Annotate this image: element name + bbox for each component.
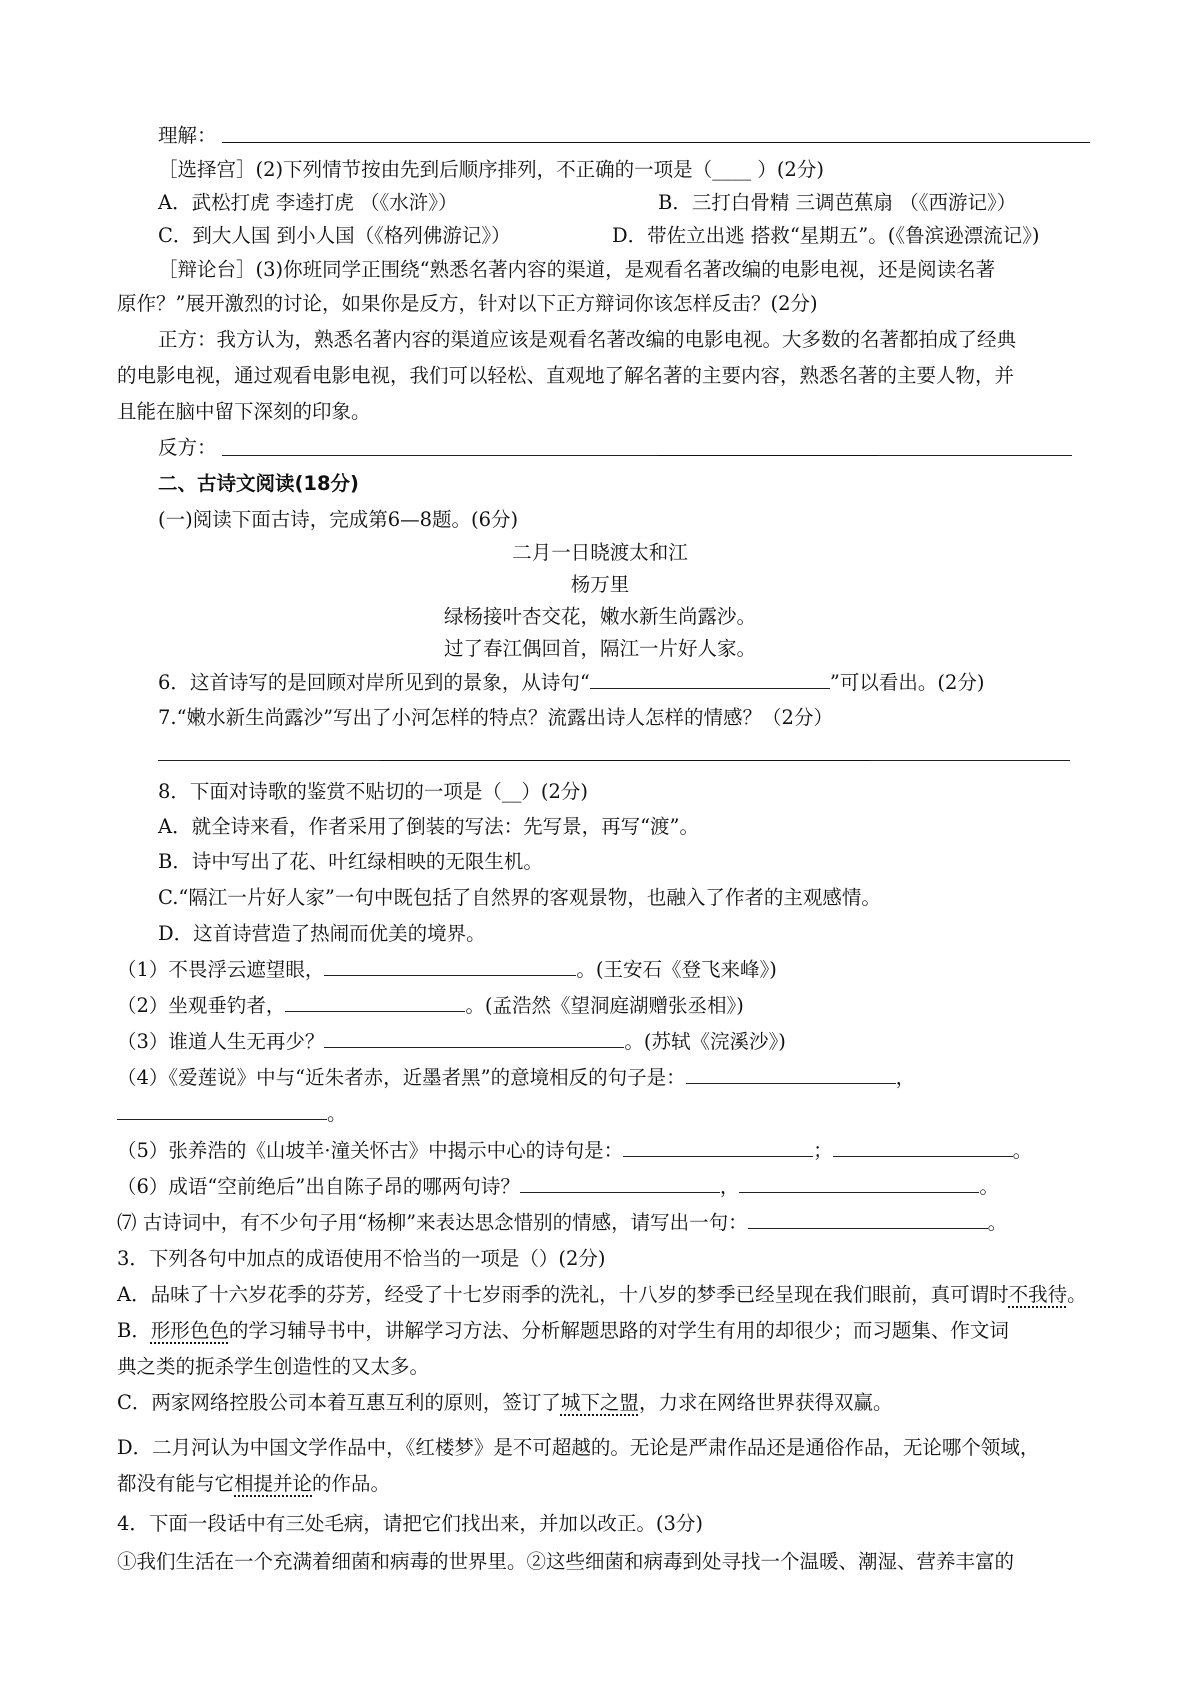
- option-b: B．形形色色的学习辅导书中，讲解学习方法、分析解题思路的对学生有用的却很少；而习题集、作文词: [117, 1319, 1009, 1342]
- fill-in-7: ⑺ 古诗词中，有不少句子用“杨柳”来表达思念惜别的情感，请写出一句： 。: [117, 1211, 1008, 1234]
- poem-line: 绿杨接叶杏交花，嫩水新生尚露沙。: [443, 605, 756, 628]
- dotted-idiom: 城下之盟: [560, 1391, 639, 1414]
- option-a: A．品味了十六岁花季的芬芳，经受了十七岁雨季的洗礼，十八岁的梦季已经呈现在我们眼前，真可谓时不我待。: [117, 1283, 1087, 1306]
- dotted-idiom: 形形色色: [150, 1319, 229, 1342]
- option-d-cont: 都没有能与它相提并论的作品。: [117, 1472, 391, 1495]
- question-3: 3．下列各句中加点的成语使用不恰当的一项是（）(2分): [117, 1247, 606, 1270]
- fill-in-1: （1）不畏浮云遮望眼， 。(王安石《登飞来峰》): [117, 958, 777, 981]
- rebuttal-label: 反方：: [158, 436, 217, 459]
- answer-line: [222, 142, 1090, 143]
- comprehension-label: 理解：: [158, 124, 217, 147]
- option-c: C.“隔江一片好人家”一句中既包括了自然界的客观景物，也融入了作者的主观感情。: [158, 886, 881, 909]
- dotted-idiom: 相提并论: [234, 1472, 313, 1495]
- question-text: ［选择宫］(2)下列情节按由先到后顺序排列，不正确的一项是（____ ）(2分): [158, 158, 824, 181]
- paragraph-line: 的电影电视，通过观看电影电视，我们可以轻松、直观地了解名著的主要内容，熟悉名著的主要人物，并: [117, 364, 1015, 387]
- answer-line: [222, 455, 1072, 456]
- poem-title: 二月一日晓渡太和江: [512, 541, 688, 564]
- answer-line: [658, 455, 878, 456]
- poem-author: 杨万里: [570, 573, 630, 596]
- option-b-cont: 典之类的扼杀学生创造性的又太多。: [117, 1355, 430, 1378]
- question-text: 原作？”展开激烈的讨论，如果你是反方，针对以下正方辩词你该怎样反击？(2分): [117, 292, 818, 315]
- section-heading: 二、古诗文阅读(18分): [158, 472, 359, 495]
- fill-in-5: （5）张养浩的《山坡羊·潼关怀古》中揭示中心的诗句是： ； 。: [117, 1139, 1033, 1162]
- question-4: 4．下面一段话中有三处毛病，请把它们找出来，并加以改正。(3分): [117, 1512, 704, 1535]
- option-c: C．到大人国 到小人国（《格列佛游记》）: [158, 224, 511, 247]
- option-b: B．三打白骨精 三调芭蕉扇 （《西游记》）: [658, 191, 1017, 214]
- fill-in-4-cont: 。: [117, 1104, 347, 1124]
- paragraph-line: 正方：我方认为，熟悉名著内容的渠道应该是观看名著改编的电影电视。大多数的名著都拍成了经典: [158, 328, 1017, 351]
- option-c: C．两家网络控股公司本着互惠互利的原则，签订了城下之盟，力求在网络世界获得双赢。: [117, 1391, 893, 1414]
- question-text: ［辩论台］(3)你班同学正围绕“熟悉名著内容的渠道，是观看名著改编的电影电视，还是阅读名著: [158, 258, 996, 281]
- option-d: D．带佐立出逃 搭救“星期五”。(《鲁滨逊漂流记》): [612, 224, 1040, 247]
- question-6: 6．这首诗写的是回顾对岸所见到的景象，从诗句“ ”可以看出。(2分): [158, 671, 985, 694]
- answer-line: [380, 760, 870, 761]
- question-7: 7.“嫩水新生尚露沙”写出了小河怎样的特点？流露出诗人怎样的情感？（2分）: [158, 706, 833, 729]
- instruction: (一)阅读下面古诗，完成第6—8题。(6分): [158, 508, 519, 531]
- option-b: B．诗中写出了花、叶红绿相映的无限生机。: [158, 850, 543, 873]
- fill-in-4: （4）《爱莲说》中与“近朱者赤，近墨者黑”的意境相反的句子是： ，: [117, 1066, 916, 1089]
- dotted-idiom: 不我待: [1008, 1283, 1068, 1306]
- fill-in-2: （2）坐观垂钓者， 。(孟浩然《望洞庭湖赠张丞相》): [117, 994, 744, 1017]
- option-d: D．二月河认为中国文学作品中，《红楼梦》是不可超越的。无论是严肃作品还是通俗作品，无论哪个领域，: [117, 1436, 1040, 1459]
- fill-in-6: （6）成语“空前绝后”出自陈子昂的哪两句诗？ ， 。: [117, 1175, 999, 1198]
- option-d: D．这首诗营造了热闹而优美的境界。: [158, 922, 486, 945]
- poem-line: 过了春江偶回首，隔江一片好人家。: [443, 637, 756, 660]
- option-a: A．武松打虎 李逵打虎 （《水浒》）: [158, 191, 458, 214]
- question-8: 8．下面对诗歌的鉴赏不贴切的一项是（__）(2分): [158, 780, 589, 803]
- paragraph-line: 且能在脑中留下深刻的印象。: [117, 400, 371, 423]
- option-a: A．就全诗来看，作者采用了倒装的写法：先写景，再写“渡”。: [158, 815, 700, 838]
- paragraph-line: ①我们生活在一个充满着细菌和病毒的世界里。②这些细菌和病毒到处寻找一个温暖、潮湿、营养丰富的: [117, 1550, 1015, 1573]
- fill-in-3: （3）谁道人生无再少？ 。(苏轼《浣溪沙》): [117, 1030, 786, 1053]
